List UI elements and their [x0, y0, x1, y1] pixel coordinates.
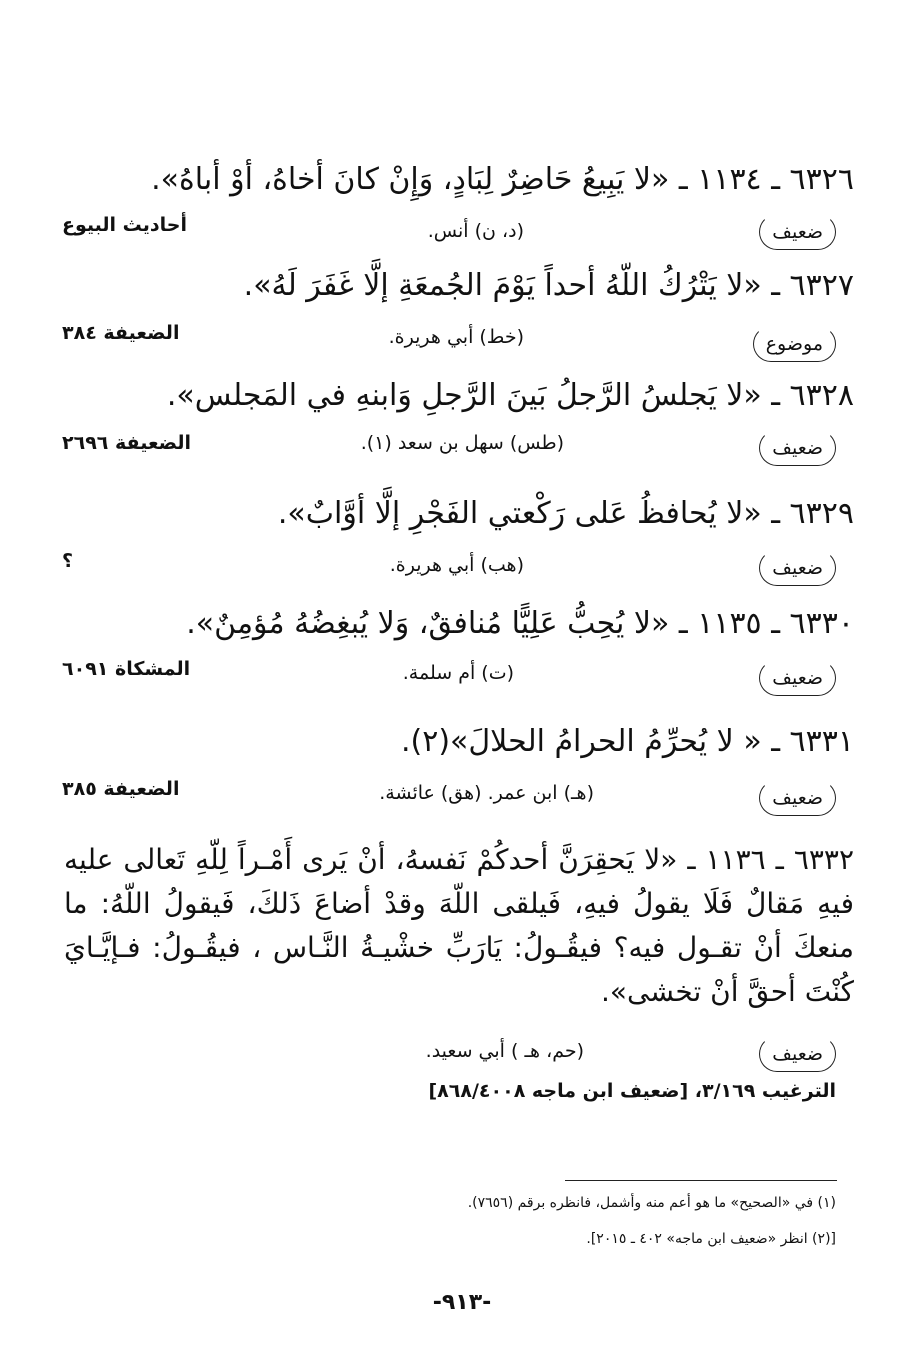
hadith-source: (حم، هـ ) أبي سعيد.	[425, 1040, 584, 1062]
hadith-source: (طس) سهل بن سعد (١).	[360, 432, 564, 454]
reference: الضعيفة ٢٦٩٦	[62, 432, 192, 454]
hadith-text: ٦٣٣١ ـ « لا يُحرِّمُ الحرامُ الحلالَ»(٢).	[400, 724, 854, 759]
grade-badge: ضعيف	[759, 660, 836, 696]
reference: الترغيب ٣/١٦٩، [ضعيف ابن ماجه ٨٦٨/٤٠٠٨]	[428, 1080, 836, 1102]
hadith-text: ٦٣٢٦ ـ ١١٣٤ ـ «لا يَبِيعُ حَاضِرٌ لِبَادٍ، وَإِنْ كانَ أخاهُ، أوْ أباهُ».	[151, 162, 854, 197]
hadith-source: (د، ن) أنس.	[427, 220, 524, 242]
hadith-text: ٦٣٣٢ ـ ١١٣٦ ـ «لا يَحقِرَنَّ أحدكُمْ نَفسهُ، أنْ يَرى أَمْـراً لِلّهِ تَعالى عليه فيهِ مَقالٌ فَلَا يقولُ فيهِ، فَيلقى اللّهَ وقدْ أضاعَ ذَلكَ، فَيقولُ اللّهُ: ما منعكَ أنْ تقـول فيه؟ فيقُـولُ: يَارَبِّ خشْيـةُ النَّـاس ، فيقُـولُ: فـإيَّـايَ كُنْتَ أحقَّ أنْ تخشى».	[64, 843, 854, 1008]
hadith-text: ٦٣٣٠ ـ ١١٣٥ ـ «لا يُحِبُّ عَلِيًّا مُنافقٌ، وَلا يُبغِضُهُ مُؤمِنٌ».	[186, 606, 854, 641]
hadith-source: (خط) أبي هريرة.	[388, 326, 524, 348]
reference: أحاديث البيوع	[62, 214, 188, 236]
grade-badge: ضعيف	[759, 780, 836, 816]
hadith-text: ٦٣٢٧ ـ «لا يَتْرُكُ اللّهُ أحداً يَوْمَ الجُمعَةِ إلَّا غَفَرَ لَهُ».	[243, 268, 854, 303]
reference: المشكاة ٦٠٩١	[62, 658, 191, 680]
grade-badge: ضعيف	[759, 1036, 836, 1072]
hadith-source: (هـ) ابن عمر. (هق) عائشة.	[379, 782, 594, 804]
footnote: (١) في «الصحيح» ما هو أعم منه وأشمل، فانظره برقم (٧٦٥٦).	[467, 1195, 836, 1211]
grade-badge: ضعيف	[759, 214, 836, 250]
hadith-source: (ت) أم سلمة.	[402, 662, 514, 684]
page-number: -٩١٣-	[432, 1290, 492, 1315]
hadith-text: ٦٣٢٩ ـ «لا يُحافظُ عَلى رَكْعتي الفَجْرِ إلَّا أوَّابٌ».	[277, 496, 854, 531]
grade-badge: ضعيف	[759, 550, 836, 586]
grade-badge: ضعيف	[759, 430, 836, 466]
reference: ؟	[62, 550, 74, 572]
footnote: [(٢) انظر «ضعيف ابن ماجه» ٤٠٢ ـ ٢٠١٥].	[586, 1231, 836, 1247]
reference: الضعيفة ٣٨٥	[62, 778, 180, 800]
hadith-source: (هب) أبي هريرة.	[389, 554, 524, 576]
grade-badge: موضوع	[753, 326, 836, 362]
reference: الضعيفة ٣٨٤	[62, 322, 180, 344]
footnote-divider	[565, 1180, 837, 1181]
hadith-text: ٦٣٢٨ ـ «لا يَجلسُ الرَّجلُ بَينَ الرَّجلِ وَابنهِ في المَجلس».	[166, 378, 854, 413]
